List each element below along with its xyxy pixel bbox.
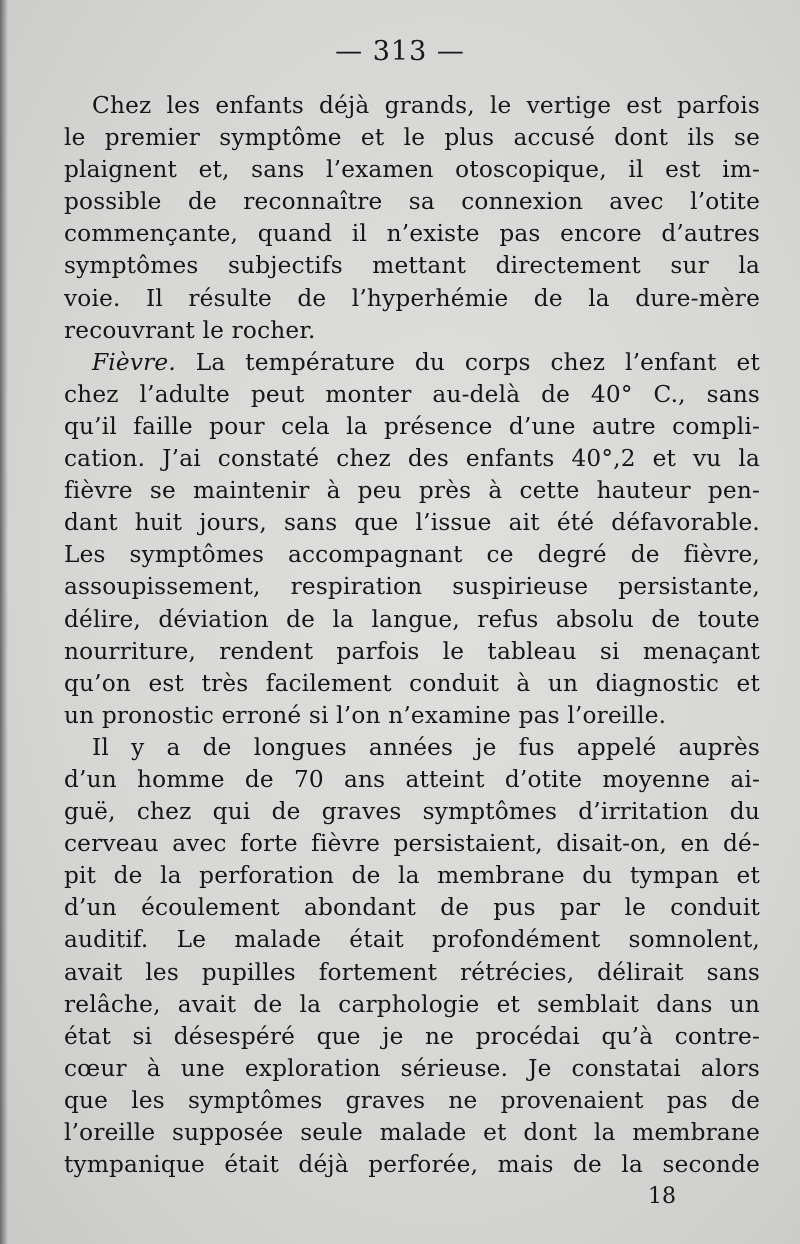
text-line: Chez les enfants déjà grands, le vertige est parfois (92, 92, 760, 119)
section-heading-fievre: Fièvre. (92, 348, 176, 376)
text-line: tympanique était déjà perforée, mais de la seconde (64, 1151, 760, 1179)
text-line: Il y a de longues années je fus appelé auprès (92, 733, 760, 761)
text-line: plaignent et, sans l’examen otoscopique, il est im- (64, 156, 760, 184)
text-line: nourriture, rendent parfois le tableau si menaçant (64, 637, 760, 665)
text-line: l’oreille supposée seule malade et dont la membrane (64, 1119, 760, 1146)
text-line: pit de la perforation de la membrane du tympan et (64, 862, 760, 890)
text-line-rest: La température du corps chez l’enfant et (175, 348, 760, 376)
text-line: un pronostic erroné si l’on n’examine pas l’oreille. (64, 701, 667, 729)
text-line: cerveau avec forte fièvre persistaient, disait-on, en dé- (64, 830, 760, 858)
text-line: d’un homme de 70 ans atteint d’otite moyenne ai- (64, 765, 760, 793)
text-line: symptômes subjectifs mettant directement sur la (64, 252, 760, 280)
signature-mark: 18 (648, 1184, 676, 1209)
text-line: avait les pupilles fortement rétrécies, délirait sans (64, 958, 760, 986)
text-line: possible de reconnaître sa connexion avec l’otite (64, 188, 760, 216)
text-line: d’un écoulement abondant de pus par le conduit (64, 894, 760, 922)
text-line: dant huit jours, sans que l’issue ait été défavorable. (64, 509, 760, 537)
text-line (64, 347, 760, 379)
spine-shadow (0, 0, 8, 1244)
text-line: relâche, avait de la carphologie et semblait dans un (64, 990, 760, 1018)
text-line: cation. J’ai constaté chez des enfants 40°,2 et vu la (64, 445, 760, 473)
text-line: guë, chez qui de graves symptômes d’irritation du (64, 798, 760, 826)
text-line: cœur à une exploration sérieuse. Je constatai alors (64, 1054, 760, 1082)
text-line: commençante, quand il n’existe pas encore d’autres (64, 220, 760, 248)
body-text (64, 90, 760, 1181)
text-line: que les symptômes graves ne provenaient pas de (64, 1086, 760, 1114)
text-line: délire, déviation de la langue, refus absolu de toute (64, 605, 760, 633)
text-line: état si désespéré que je ne procédai qu’à contre- (64, 1022, 760, 1050)
text-line: voie. Il résulte de l’hyperhémie de la dure-mère (64, 284, 760, 312)
text-line: fièvre se maintenir à peu près à cette hauteur pen- (64, 477, 760, 505)
text-line: le premier symptôme et le plus accusé dont ils se (64, 124, 760, 152)
text-line: assoupissement, respiration suspirieuse persistante, (64, 573, 760, 601)
text-line: auditif. Le malade était profondément somnolent, (64, 926, 760, 954)
text-line: qu’il faille pour cela la présence d’une autre compli- (64, 412, 760, 440)
page-number: — 313 — (335, 36, 465, 67)
text-line: chez l’adulte peut monter au-delà de 40° C., sans (64, 380, 760, 408)
text-line: Les symptômes accompagnant ce degré de fièvre, (64, 541, 760, 569)
text-line: recouvrant le rocher. (64, 316, 316, 344)
text-line: qu’on est très facilement conduit à un diagnostic et (64, 669, 760, 697)
